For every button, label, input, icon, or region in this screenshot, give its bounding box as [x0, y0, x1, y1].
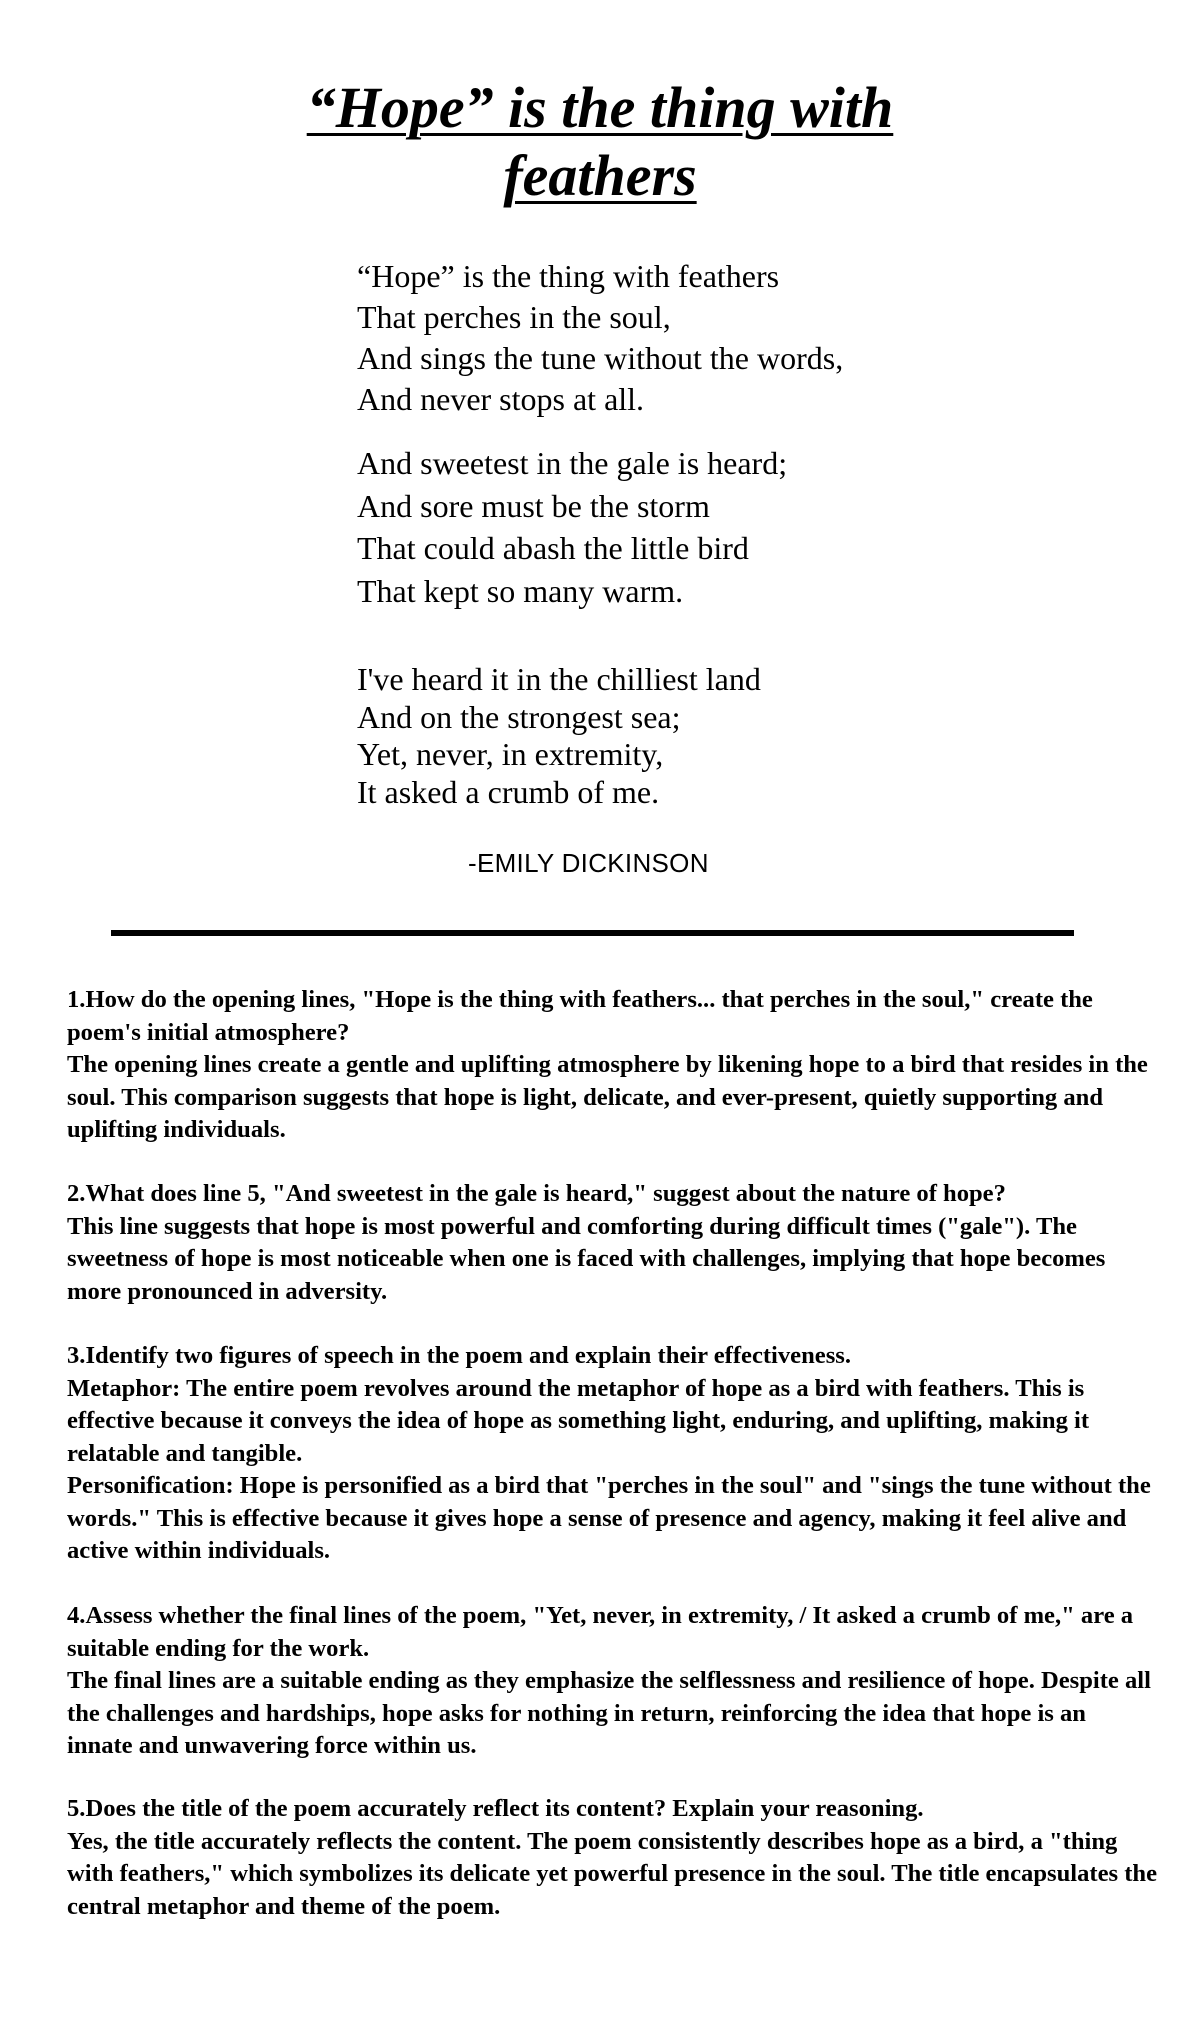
question-text: 2.What does line 5, "And sweetest in the gale is heard," suggest about the nature of hope? [67, 1180, 1006, 1207]
title-line-1: “Hope” is the thing with [306, 75, 894, 140]
qa-item-3 [67, 1340, 1157, 1568]
poem-author: -EMILY DICKINSON [468, 848, 709, 878]
poem-line: I've heard it in the chilliest land [357, 661, 761, 697]
poem-line: And sweetest in the gale is heard; [357, 445, 788, 481]
poem-line: That perches in the soul, [357, 299, 671, 335]
section-divider [111, 930, 1074, 936]
title-line-2: feathers [503, 143, 697, 208]
poem-stanza-3 [357, 661, 761, 811]
poem-line: And never stops at all. [357, 381, 645, 417]
page-title [0, 74, 1200, 210]
poem-line: Yet, never, in extremity, [357, 736, 664, 772]
question-text: 4.Assess whether the final lines of the poem, "Yet, never, in extremity, / It asked a crumb of me," are a suitable ending for the work. [67, 1602, 1134, 1662]
question-text: 5.Does the title of the poem accurately reflect its content? Explain your reasoning. [67, 1795, 924, 1822]
qa-item-4 [67, 1600, 1157, 1763]
qa-item-1 [67, 984, 1157, 1147]
answer-text: This line suggests that hope is most powerful and comforting during difficult times ("gale"). The sweetness of hope is most noticeable when one is faced with challenges, implying that hope becomes more pronounced in adversity. [67, 1212, 1106, 1305]
qa-item-5 [67, 1793, 1157, 1923]
question-text: 1.How do the opening lines, "Hope is the thing with feathers... that perches in the soul," create the poem's initial atmosphere? [67, 986, 1093, 1046]
poem-line: That kept so many warm. [357, 572, 684, 609]
poem-line: And sore must be the storm [357, 487, 710, 524]
answer-text: Metaphor: The entire poem revolves around the metaphor of hope as a bird with feathers. This is effective because it conveys the idea of hope as something light, enduring, and uplifting, making it relatable and tangible. [67, 1374, 1090, 1467]
poem-stanza-2 [357, 442, 787, 612]
poem-stanza-1 [357, 256, 843, 420]
poem-line: “Hope” is the thing with feathers [357, 258, 780, 294]
answer-text: Personification: Hope is personified as a bird that "perches in the soul" and "sings the tune without the words." This is effective because it gives hope a sense of presence and agency, making it feel alive and active within individuals. [67, 1472, 1151, 1564]
poem-line: And on the strongest sea; [357, 698, 681, 735]
qa-item-2 [67, 1178, 1157, 1308]
answer-text: The final lines are a suitable ending as they emphasize the selflessness and resilience of hope. Despite all the challenges and hardships, hope asks for nothing in return, reinforcing the idea that hope is an innate and unwavering force within us. [67, 1667, 1151, 1759]
poem-line: And sings the tune without the words, [357, 340, 844, 376]
answer-text: Yes, the title accurately reflects the content. The poem consistently describes hope as a bird, a "thing with feathers," which symbolizes its delicate yet powerful presence in the soul. The title encapsulates the central metaphor and theme of the poem. [67, 1827, 1157, 1920]
poem-line: That could abash the little bird [357, 530, 749, 566]
poem-line: It asked a crumb of me. [357, 773, 660, 810]
answer-text: The opening lines create a gentle and uplifting atmosphere by likening hope to a bird that resides in the soul. This comparison suggests that hope is light, delicate, and ever-present, quietly supporting and uplifting individuals. [67, 1051, 1148, 1143]
question-text: 3.Identify two figures of speech in the poem and explain their effectiveness. [67, 1342, 851, 1369]
